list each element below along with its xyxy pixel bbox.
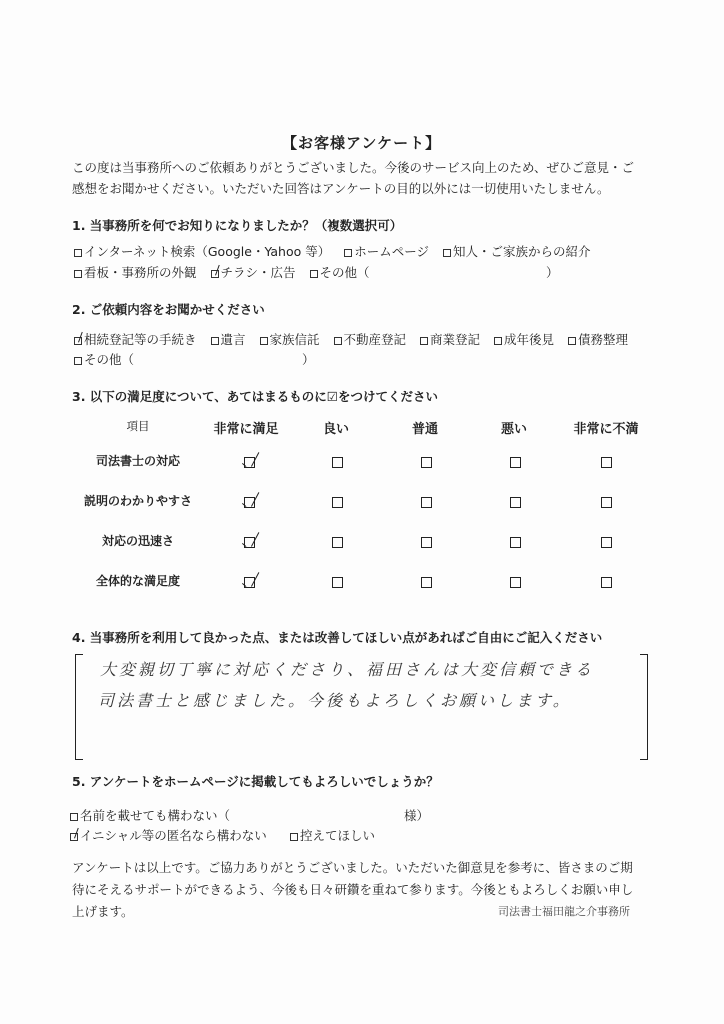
grid-checkbox-checked[interactable] xyxy=(244,497,255,508)
grid-checkbox[interactable] xyxy=(510,577,521,588)
grid-checkbox[interactable] xyxy=(510,537,521,548)
table-header-very-satisfied: 非常に満足 xyxy=(213,422,279,437)
q4-question: 4. 当事務所を利用して良かった点、または改善してほしい点があればご自由にご記入ください xyxy=(72,630,603,645)
checkbox[interactable] xyxy=(74,249,82,257)
q2-option-guardianship[interactable]: 成年後見 xyxy=(494,332,554,347)
q1-option-referral[interactable]: 知人・ご家族からの紹介 xyxy=(443,244,591,259)
grid-row-label: 説明のわかりやすさ xyxy=(83,494,192,508)
q1-option-signboard[interactable]: 看板・事務所の外観 xyxy=(74,265,197,280)
checkbox[interactable] xyxy=(70,813,78,821)
q2-option-inheritance[interactable]: 相続登記等の手続き xyxy=(74,332,197,347)
checkbox[interactable] xyxy=(260,337,268,345)
table-header-bad: 悪い xyxy=(500,422,527,437)
q2-question: 2. ご依頼内容をお聞かせください xyxy=(72,302,265,317)
intro-line-1: この度は当事務所へのご依頼ありがとうございました。今後のサービス向上のため、ぜひご意見・ご xyxy=(72,160,635,175)
checkbox[interactable] xyxy=(74,270,82,278)
table-header-item: 項目 xyxy=(126,419,150,433)
q1-option-flyer[interactable]: チラシ・広告 xyxy=(211,265,296,280)
q1-option-other[interactable]: その他（ xyxy=(310,265,370,280)
grid-checkbox-checked[interactable] xyxy=(244,577,255,588)
q4-answer-line-2: 司法書士と感じました。今後もよろしくお願いします。 xyxy=(98,691,572,710)
table-header-very-dissatisfied: 非常に不満 xyxy=(573,422,639,437)
q1-other-close: ） xyxy=(546,265,559,280)
checkbox[interactable] xyxy=(290,833,298,841)
q5-name-suffix: 様） xyxy=(404,808,430,823)
checkbox[interactable] xyxy=(74,357,82,365)
grid-checkbox[interactable] xyxy=(601,537,612,548)
survey-title: 【お客様アンケート】 xyxy=(282,134,442,152)
q2-option-other[interactable]: その他（ xyxy=(74,350,134,368)
checkbox-checked[interactable] xyxy=(70,833,78,841)
grid-checkbox-checked[interactable] xyxy=(244,537,255,548)
q2-option-commercial[interactable]: 商業登記 xyxy=(420,332,480,347)
q5-option-name[interactable]: 名前を載せても構わない（ xyxy=(70,806,230,824)
grid-checkbox[interactable] xyxy=(510,457,521,468)
checkbox[interactable] xyxy=(494,337,502,345)
answer-bracket-left xyxy=(75,654,83,760)
q2-option-family-trust[interactable]: 家族信託 xyxy=(260,332,320,347)
grid-row-label: 対応の迅速さ xyxy=(101,534,174,548)
grid-checkbox[interactable] xyxy=(332,497,343,508)
q4-answer-line-1: 大変親切丁寧に対応くださり、福田さんは大変信頼できる xyxy=(100,660,595,679)
q1-question: 1. 当事務所を何でお知りになりましたか？（複数選択可） xyxy=(72,218,403,233)
q2-option-real-estate[interactable]: 不動産登記 xyxy=(334,332,407,347)
q1-option-internet[interactable]: インターネット検索（Google・Yahoo 等） xyxy=(74,244,330,259)
table-header-normal: 普通 xyxy=(411,422,438,437)
closing-line-3: 上げます。 xyxy=(72,904,134,919)
grid-row-label: 司法書士の対応 xyxy=(95,454,180,468)
closing-line-1: アンケートは以上です。ご協力ありがとうございました。いただいた御意見を参考に、皆さまのご期 xyxy=(72,860,633,875)
grid-checkbox[interactable] xyxy=(601,457,612,468)
checkbox[interactable] xyxy=(211,337,219,345)
grid-checkbox[interactable] xyxy=(421,457,432,468)
q5-option-anonymous[interactable]: イニシャル等の匿名なら構わない xyxy=(70,826,267,844)
grid-checkbox-checked[interactable] xyxy=(244,457,255,468)
checkbox[interactable] xyxy=(443,249,451,257)
grid-checkbox[interactable] xyxy=(332,577,343,588)
q2-option-debt[interactable]: 債務整理 xyxy=(568,332,628,347)
grid-checkbox[interactable] xyxy=(332,537,343,548)
q2-other-close: ） xyxy=(302,352,315,367)
checkbox[interactable] xyxy=(344,249,352,257)
grid-checkbox[interactable] xyxy=(332,457,343,468)
grid-checkbox[interactable] xyxy=(601,577,612,588)
grid-row-label: 全体的な満足度 xyxy=(95,574,180,588)
table-header-good: 良い xyxy=(322,422,349,437)
checkbox-checked[interactable] xyxy=(211,270,219,278)
answer-bracket-right xyxy=(640,654,648,760)
office-signature: 司法書士福田龍之介事務所 xyxy=(498,905,630,918)
checkbox[interactable] xyxy=(310,270,318,278)
q5-option-decline[interactable]: 控えてほしい xyxy=(290,826,375,844)
checkbox[interactable] xyxy=(334,337,342,345)
grid-checkbox[interactable] xyxy=(421,577,432,588)
q3-question: 3. 以下の満足度について、あてはまるものに☑をつけてください xyxy=(72,389,439,404)
q2-options-row1 xyxy=(74,330,628,348)
grid-checkbox[interactable] xyxy=(510,497,521,508)
q5-question: 5. アンケートをホームページに掲載してもよろしいでしょうか？ xyxy=(72,774,439,789)
q1-options-row2 xyxy=(74,263,370,281)
grid-checkbox[interactable] xyxy=(421,497,432,508)
checkbox[interactable] xyxy=(568,337,576,345)
closing-line-2: 待にそえるサポートができるよう、今後も日々研鑽を重ねて参ります。今後ともよろしくお願い申し xyxy=(72,882,634,897)
checkbox-checked[interactable] xyxy=(74,337,82,345)
checkbox[interactable] xyxy=(420,337,428,345)
grid-checkbox[interactable] xyxy=(601,497,612,508)
q2-option-will[interactable]: 遺言 xyxy=(211,332,246,347)
grid-checkbox[interactable] xyxy=(421,537,432,548)
intro-line-2: 感想をお聞かせください。いただいた回答はアンケートの目的以外には一切使用いたしません。 xyxy=(72,181,610,196)
q1-option-homepage[interactable]: ホームページ xyxy=(344,244,429,259)
q1-options-row1 xyxy=(74,242,600,260)
